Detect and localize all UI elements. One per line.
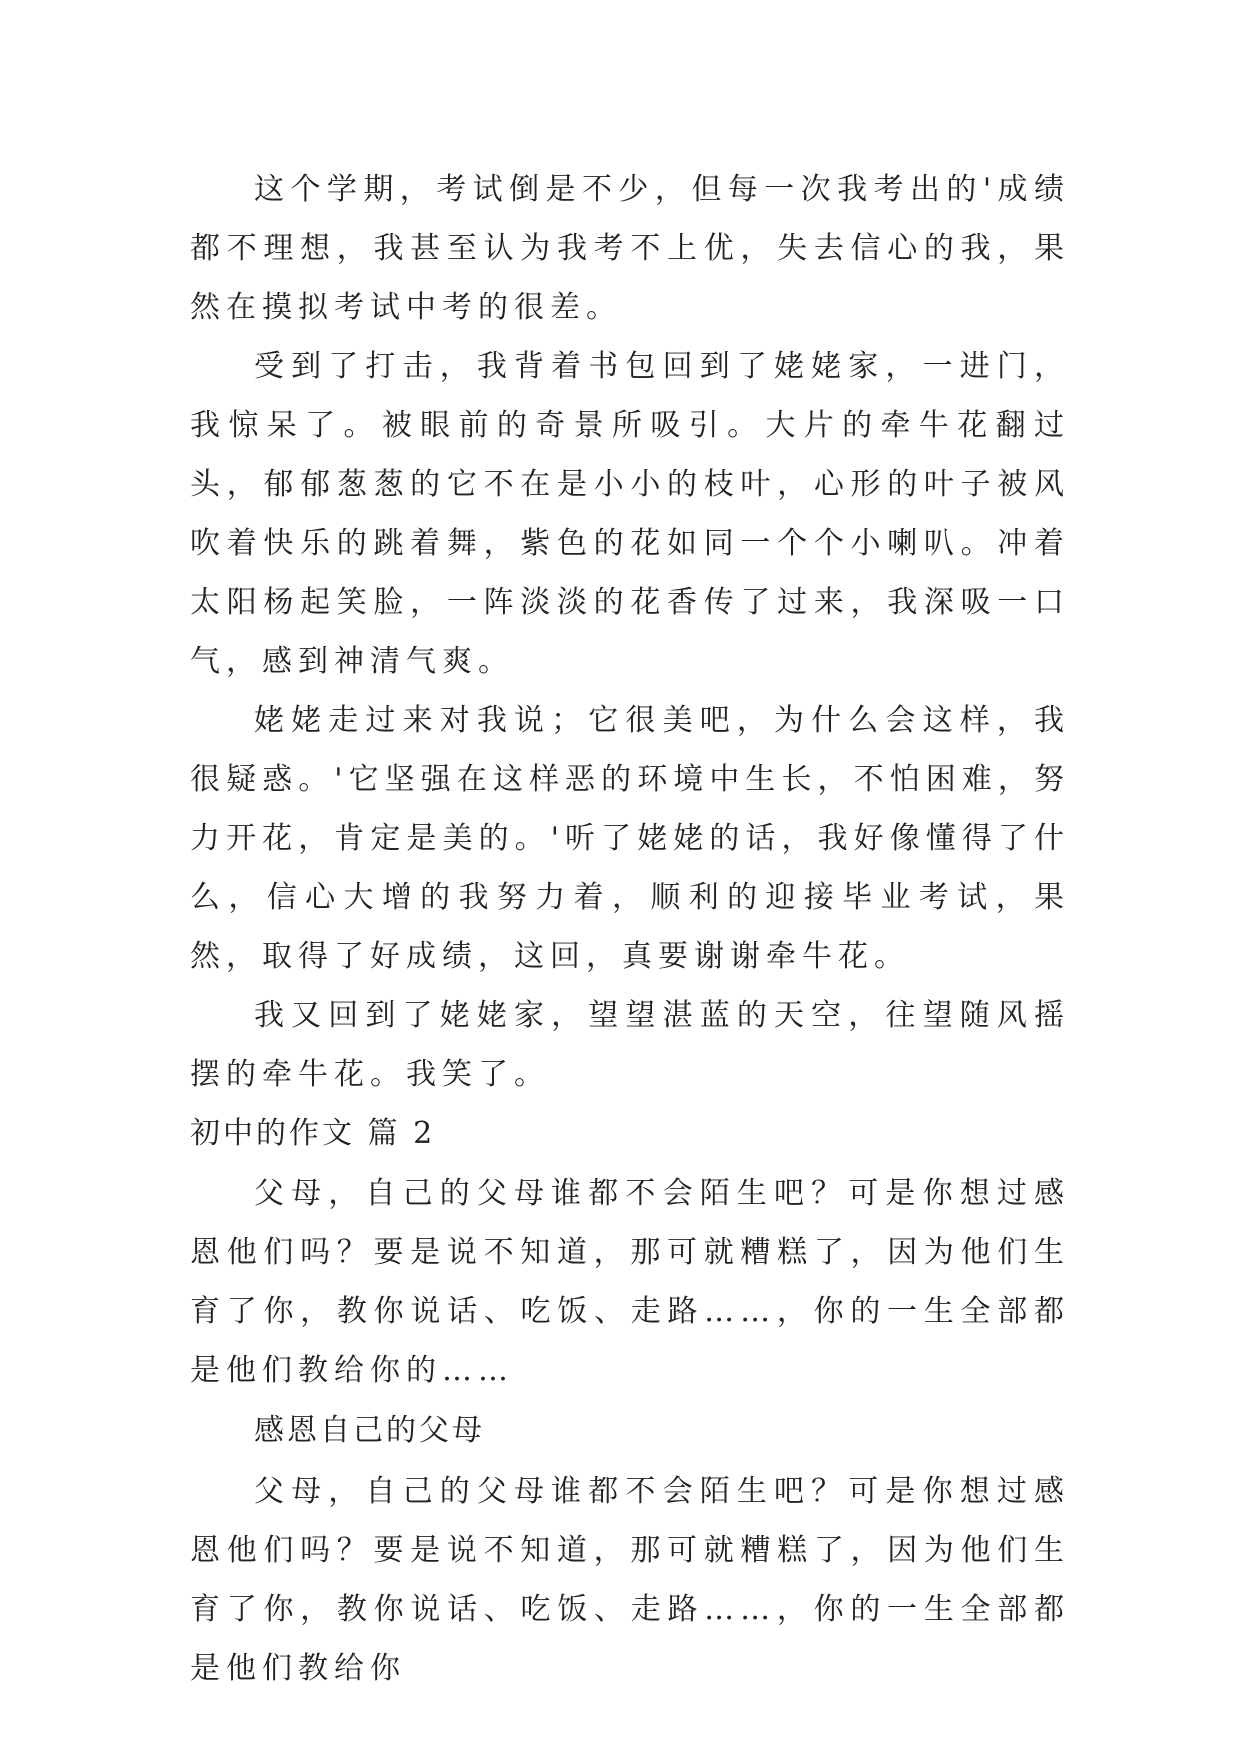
paragraph-return-home: 我又回到了姥姥家，望望湛蓝的天空，往望随风摇摆的牵牛花。我笑了。: [190, 998, 1070, 1092]
document-body: [190, 160, 1070, 1698]
paragraph-morning-glory-scene: 受到了打击，我背着书包回到了姥姥家，一进门，我惊呆了。被眼前的奇景所吸引。大片的牵牛花翻过头，郁郁葱葱的它不在是小小的枝叶，心形的叶子被风吹着快乐的跳着舞，紫色的花如同一个个小喇叭。冲着太阳杨起笑脸，一阵淡淡的花香传了过来，我深吸一口气，感到神清气爽。: [190, 349, 1070, 679]
essay-title: 感恩自己的父母: [254, 1413, 485, 1448]
paragraph-parents-body: 父母，自己的父母谁都不会陌生吧？可是你想过感恩他们吗？要是说不知道，那可就糟糕了，因为他们生育了你，教你说话、吃饭、走路……，你的一生全部都是他们教给你: [190, 1474, 1070, 1686]
paragraph-exam-results: 这个学期，考试倒是不少，但每一次我考出的'成绩都不理想，我甚至认为我考不上优，失去信心的我，果然在摸拟考试中考的很差。: [190, 172, 1070, 325]
section-heading: 初中的作文 篇 2: [190, 1116, 436, 1151]
paragraph-parents-intro: 父母，自己的父母谁都不会陌生吧？可是你想过感恩他们吗？要是说不知道，那可就糟糕了，因为他们生育了你，教你说话、吃饭、走路……，你的一生全部都是他们教给你的……: [190, 1176, 1070, 1388]
paragraph-grandma-advice: 姥姥走过来对我说；它很美吧，为什么会这样，我很疑惑。'它坚强在这样恶的环境中生长，不怕困难，努力开花，肯定是美的。'听了姥姥的话，我好像懂得了什么，信心大增的我努力着，顺利的迎接毕业考试，果然，取得了好成绩，这回，真要谢谢牵牛花。: [190, 703, 1070, 974]
